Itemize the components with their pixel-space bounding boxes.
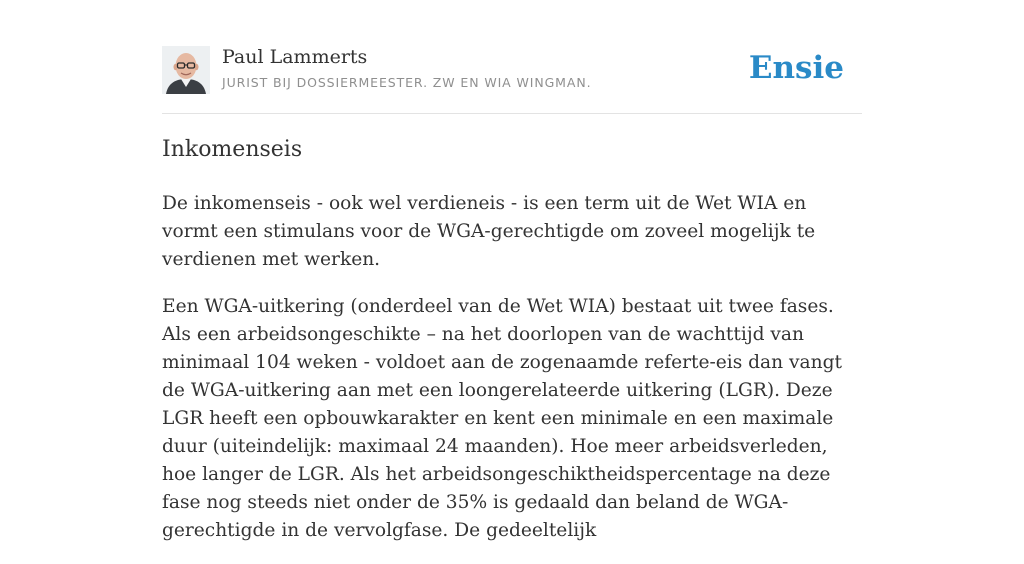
author-bio: JURIST BIJ DOSSIERMEESTER. ZW EN WIA WINGMAN. [222,75,592,90]
header-divider [162,113,862,114]
article-title: Inkomenseis [162,137,303,162]
author-avatar[interactable] [162,46,210,94]
brand-logo[interactable]: Ensie [748,50,844,86]
article-paragraph: Een WGA-uitkering (onderdeel van de Wet WIA) bestaat uit twee fases. Als een arbeidsongeschikte – na het doorlopen van de wachttijd van minimaal 104 weken - voldoet aan de zogenaamde referte-eis dan vangt de WGA-uitkering aan met een loongerelateerde uitkering (LGR). Deze LGR heeft een opbouwkarakter en kent een minimale en een maximale duur (uiteindelijk: maximaal 24 maanden). Hoe meer arbeidsverleden, hoe langer de LGR. Als het arbeidsongeschiktheidspercentage na deze fase nog steeds niet onder de 35% is gedaald dan beland de WGA-gerechtigde in de vervolgfase. De gedeeltelijk [162,296,842,541]
article-body [162,190,862,564]
article-paragraph: De inkomenseis - ook wel verdieneis - is een term uit de Wet WIA en vormt een stimulans voor de WGA-gerechtigde om zoveel mogelijk te verdienen met werken. [162,193,816,270]
author-header [162,44,862,100]
author-name[interactable]: Paul Lammerts [222,46,368,68]
